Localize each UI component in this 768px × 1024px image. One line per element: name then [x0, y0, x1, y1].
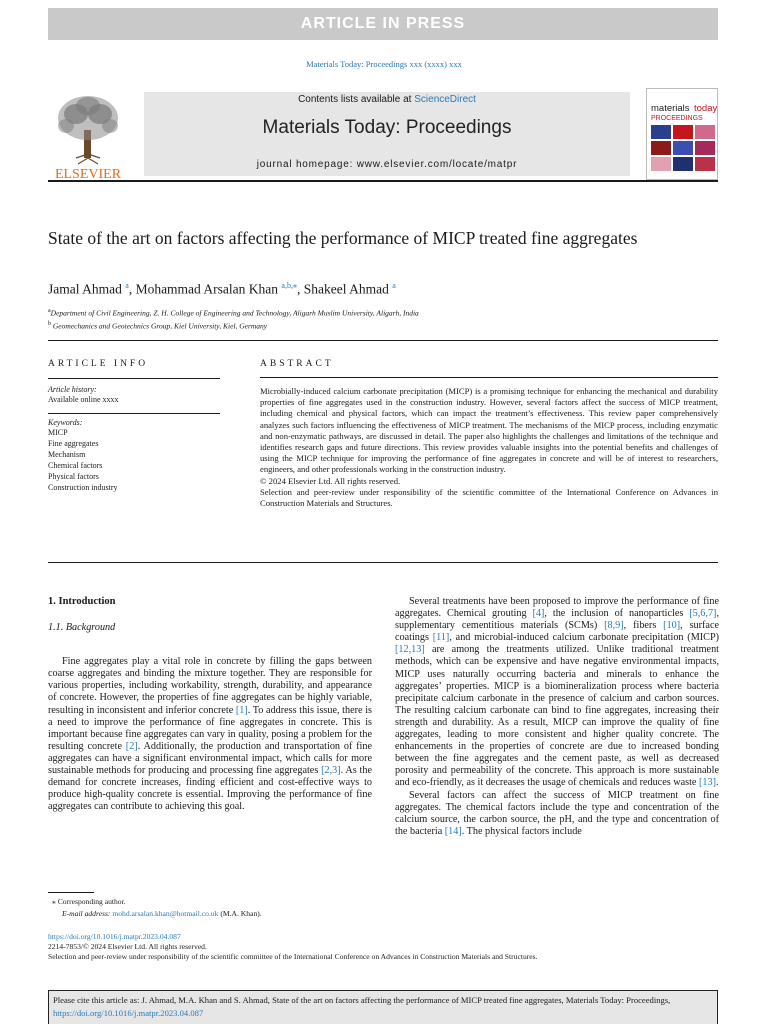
journal-cover-thumbnail[interactable]: [646, 88, 718, 180]
contents-line: [144, 94, 630, 105]
divider: [48, 562, 718, 563]
abstract: [260, 359, 718, 509]
keyword-item: Physical factors: [48, 472, 99, 481]
article-info-heading: ARTICLE INFO: [48, 359, 149, 369]
article-history-value: Available online xxxx: [48, 395, 119, 404]
svg-text:materials: materials: [651, 103, 690, 114]
sciencedirect-link[interactable]: ScienceDirect: [414, 94, 476, 105]
footnote-divider: [48, 892, 94, 893]
author-affiliation-mark[interactable]: a: [125, 281, 129, 290]
divider: [48, 378, 220, 379]
body-paragraph: Several factors can affect the success of MICP treatment on fine aggregates. The chemical factors include the type and concentration of the calcium source, the carbon source, the pH, and the type and concentration of the bacteria [14]. The physical factors include: [395, 789, 719, 837]
abstract-copyright: © 2024 Elsevier Ltd. All rights reserved.: [260, 475, 401, 486]
tree-icon: [48, 92, 128, 180]
journal-header: [48, 86, 718, 182]
elsevier-logo[interactable]: [48, 92, 128, 180]
abstract-text: Microbially-induced calcium carbonate precipitation (MICP) is a promising technique for enhancing the mechanical and durability properties of fine aggregates used in the construction industry. However, several factors affect the success of MICP treatment, including chemical and physical factors, which can impact the treatment’s effectiveness. This review paper comprehensively analyzes such factors influencing the effectiveness of MICP treatment. The mechanisms of the MICP process, including enzymatic and non-enzymatic pathways, are discussed in detail. The paper also highlights the challenges and limitations of the technique and identifies research gaps and future directions. This review provides valuable insights into the potential benefits and challenges of using the MICP technique for improving the performance of fine aggregates in concrete and will be of interest to researchers, engineers, and other professionals working in the construction industry.: [260, 386, 718, 475]
banner-label: ARTICLE IN PRESS: [300, 15, 466, 32]
keyword-item: Mechanism: [48, 450, 86, 459]
section-heading: 1. Introduction: [48, 596, 116, 607]
divider: [48, 413, 220, 414]
article-history-label: Article history:: [48, 385, 97, 394]
author-affiliation-mark[interactable]: a: [392, 281, 396, 290]
divider: [260, 377, 718, 378]
doi-block: [48, 932, 538, 962]
affiliation-b: $^b$ Geomechanics and Geotechnics Group, Kiel University, Kiel, Germany: [48, 320, 268, 330]
article-in-press-banner: [48, 8, 718, 40]
author-name[interactable]: Mohammad Arsalan Khan: [135, 281, 279, 297]
abstract-peer-review: Selection and peer-review under responsibility of the scientific committee of the International Conference on Advances in Construction Materials and Structures.: [260, 486, 718, 509]
cover-image: [647, 89, 718, 180]
cite-doi-link[interactable]: https://doi.org/10.1016/j.matpr.2023.04.087: [53, 1008, 204, 1018]
affiliations: [48, 306, 419, 331]
keywords-label: Keywords:: [48, 418, 83, 427]
author-affiliation-mark[interactable]: a,b,⁎: [281, 281, 297, 290]
svg-text:PROCEEDINGS: PROCEEDINGS: [651, 115, 703, 122]
body-paragraph: Several treatments have been proposed to improve the performance of fine aggregates. Chemical grouting [4], the inclusion of nanoparticles [5,6,7], supplementary cementitious materials (SCMs) [8,9], fibers [10], surface coatings [11], and microbial-induced calcium carbonate precipitation (MICP) [12,13] are among the treatments utilized. Unlike traditional treatment methods, which can be expensive and have negative environmental impacts, MICP uses naturally occurring bacteria and minerals to enhance the aggregates’ properties. MICP is a biomineralization process where bacteria precipitate calcium carbonate in the presence of calcium and carbon sources. The resulting calcium carbonate can bind to fine aggregates, increasing their strength and durability. As a result, MICP can improve the quality of fine aggregates, leading to more consistent and higher quality concrete. The enhancements in the properties of concrete are due to increased bonding between the fine aggregates and the cement paste, as well as decreased porosity and permeability of the concrete. This approach is more sustainable and eco-friendly, as it decreases the usage of chemicals and reduces waste [13].: [395, 596, 719, 789]
contents-prefix: Contents lists available at: [298, 94, 415, 105]
email-note: E-mail address: mohd.arsalan.khan@hotmail.co.uk (M.A. Khan).: [62, 909, 262, 918]
keyword-item: Construction industry: [48, 483, 118, 492]
affiliation-a: $^a$Department of Civil Engineering, Z. H. College of Engineering and Technology, Aligarh Muslim University, Aligarh, India: [48, 308, 419, 318]
body-column-left: [48, 596, 372, 813]
reference-link[interactable]: [1]: [235, 704, 248, 716]
svg-text:today: today: [694, 103, 718, 114]
email-link[interactable]: mohd.arsalan.khan@hotmail.co.uk: [112, 909, 219, 918]
reference-link[interactable]: [8,9]: [604, 620, 624, 632]
keyword-item: Chemical factors: [48, 461, 103, 470]
reference-link[interactable]: [4]: [532, 608, 545, 620]
reference-link[interactable]: [10]: [663, 620, 681, 632]
keyword-item: MICP: [48, 428, 68, 437]
svg-text:ELSEVIER: ELSEVIER: [54, 167, 122, 180]
reference-link[interactable]: [14]: [444, 825, 462, 837]
journal-homepage[interactable]: journal homepage: www.elsevier.com/locate/matpr: [256, 159, 518, 170]
author-name[interactable]: Shakeel Ahmad: [303, 281, 389, 297]
reference-link[interactable]: [5,6,7]: [689, 608, 717, 620]
reference-link[interactable]: [12,13]: [395, 644, 425, 656]
doi-link[interactable]: https://doi.org/10.1016/j.matpr.2023.04.087: [48, 932, 181, 941]
journal-title-box: [144, 92, 630, 176]
spacer: [48, 648, 372, 656]
issn-copyright: 2214-7853/© 2024 Elsevier Ltd. All rights reserved.: [48, 942, 207, 951]
author-list: Jamal Ahmad $^a$, Mohammad Arsalan Khan $^{a,b,⁎}$, Shakeel Ahmad $^a$: [48, 281, 396, 297]
reference-link[interactable]: [13]: [698, 777, 716, 789]
abstract-heading: ABSTRACT: [260, 359, 334, 369]
body-column-right: [395, 596, 719, 838]
footnote-mark: ⁎: [52, 897, 56, 906]
peer-review-note: Selection and peer-review under responsibility of the scientific committee of the International Conference on Advances in Construction Materials and Structures.: [48, 952, 538, 961]
body-paragraph: Fine aggregates play a vital role in concrete by filling the gaps between coarse aggregates and binding the mixture together. They are responsible for various properties, including workability, strength, durability, and appearance of concrete. However, the properties of fine aggregates can be highly variable, resulting in inconsistent and inferior concrete [1]. To address this issue, there is a need to improve the performance of fine aggregates in concrete. This is important because fine aggregates can vary in quality, posing a problem for the resulting concrete [2]. Additionally, the production and transportation of fine aggregates can have a significant environmental impact, which calls for more sustainable methods for producing and processing fine aggregates [2,3]. As the demand for concrete increases, finding efficient and cost-effective ways to produce high-quality concrete is essential. Improving the performance of fine aggregates can contribute to achieving this goal.: [48, 656, 372, 813]
author-name[interactable]: Jamal Ahmad: [48, 281, 122, 297]
cite-this-article-box: [48, 990, 718, 1024]
journal-citation-link[interactable]: Materials Today: Proceedings xxx (xxxx) xxx: [306, 59, 462, 69]
reference-link[interactable]: [2,3]: [321, 765, 341, 777]
article-info: [48, 359, 220, 493]
reference-link[interactable]: [11]: [432, 632, 450, 644]
keyword-item: Fine aggregates: [48, 439, 99, 448]
corresponding-author-note: ⁎ Corresponding author.: [52, 897, 126, 906]
journal-name: Materials Today: Proceedings: [262, 117, 512, 138]
reference-link[interactable]: [2]: [125, 740, 138, 752]
footnotes: [52, 896, 262, 920]
divider: [48, 340, 718, 341]
article-title: State of the art on factors affecting the performance of MICP treated fine aggregates: [48, 228, 638, 248]
cite-text: Please cite this article as: J. Ahmad, M.A. Khan and S. Ahmad, State of the art on factors affecting the performance of MICP treated fine aggregates, Materials Today: Proceedings,: [53, 995, 671, 1005]
subsection-heading: 1.1. Background: [48, 622, 116, 634]
